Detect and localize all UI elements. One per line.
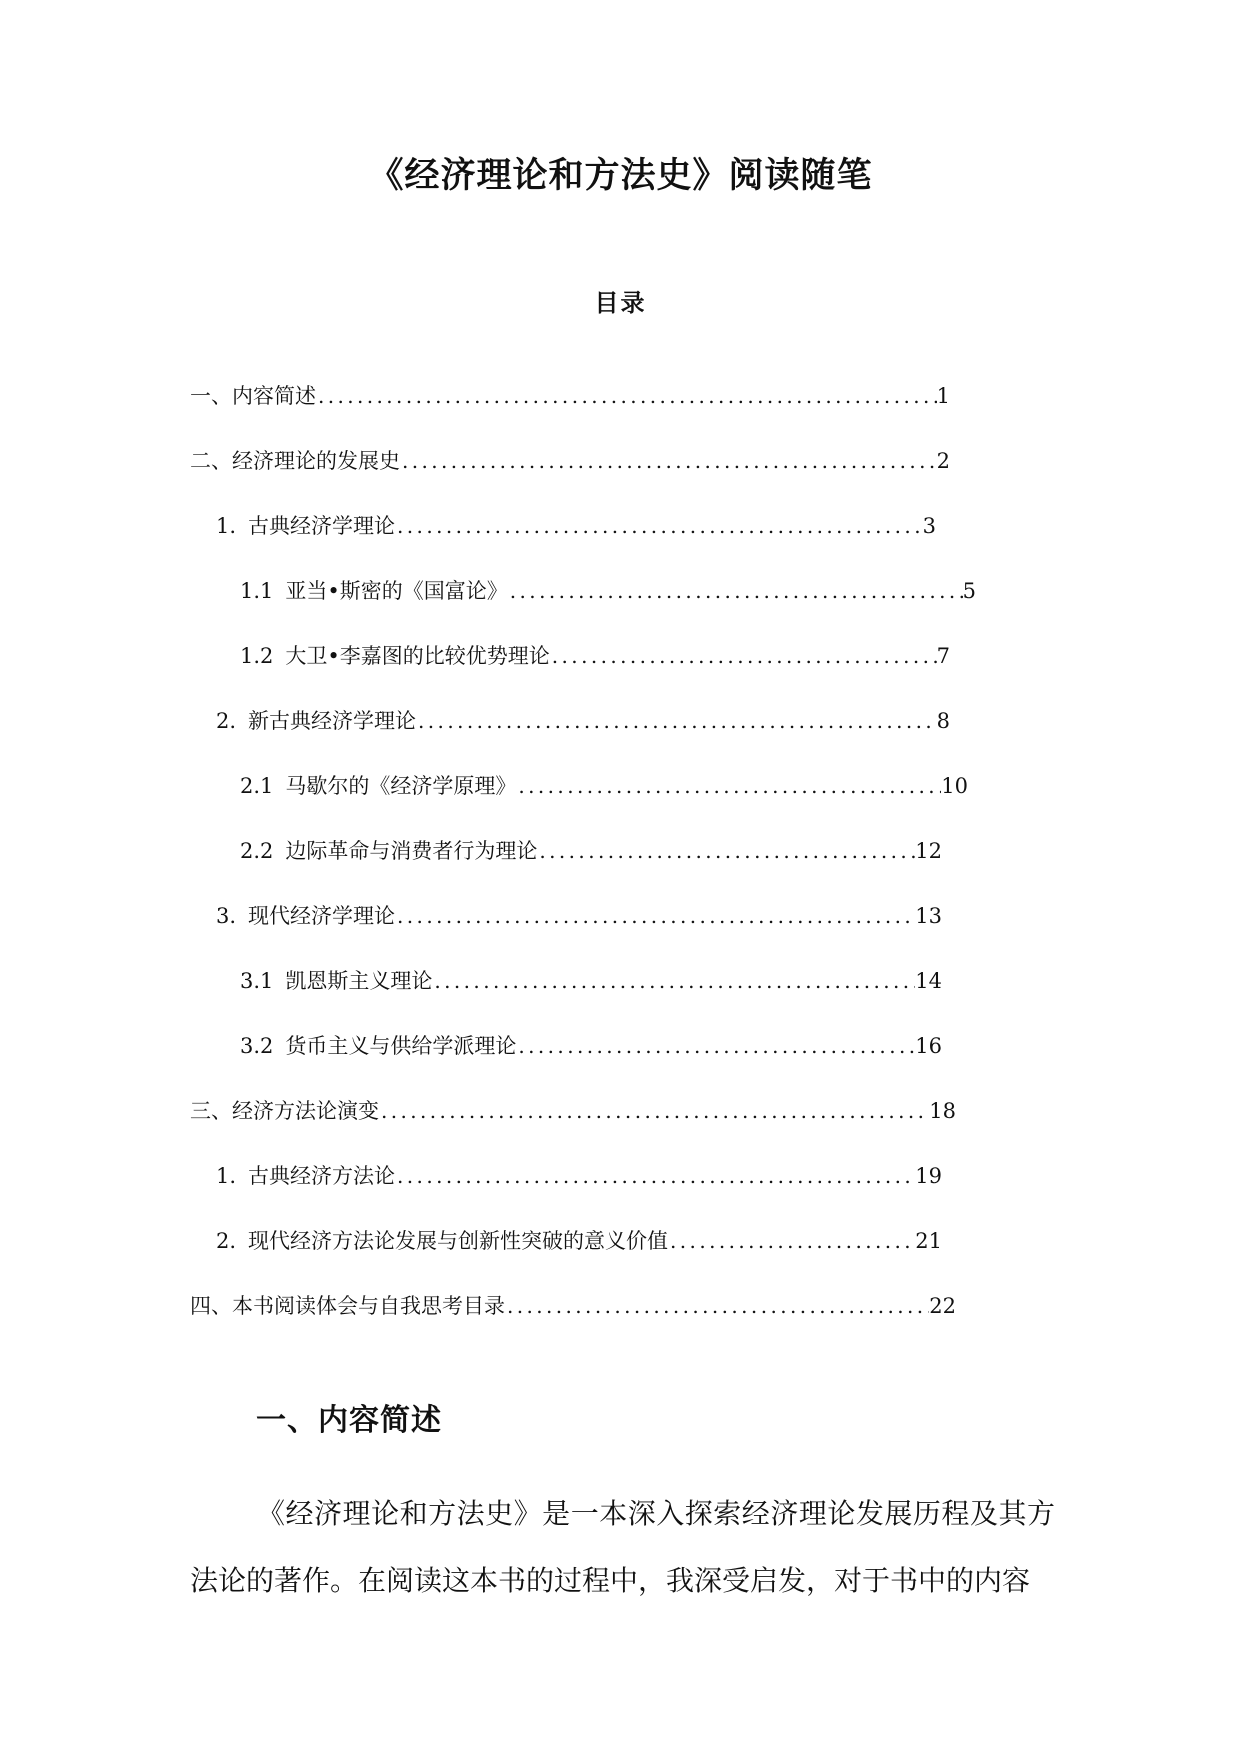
toc-leader xyxy=(395,514,923,538)
toc-leader xyxy=(516,1034,915,1058)
toc-heading: 目录 xyxy=(594,289,647,317)
toc-entry[interactable] xyxy=(240,640,950,670)
toc-entry-label: 亚当•斯密的《国富论》 xyxy=(285,579,508,603)
toc-entry-number: 3. xyxy=(216,904,237,928)
toc-entry-number: 1.1 xyxy=(240,579,274,603)
toc-entry[interactable] xyxy=(216,900,942,930)
toc-page-number: 22 xyxy=(929,1294,956,1318)
toc-entry[interactable] xyxy=(240,575,976,605)
toc-page-number: 21 xyxy=(915,1229,942,1253)
toc-entry-label: 三、经济方法论演变 xyxy=(190,1099,379,1123)
toc-entry-number: 2. xyxy=(216,1229,237,1253)
toc-entry-label: 边际革命与消费者行为理论 xyxy=(285,839,538,863)
toc-page-number: 7 xyxy=(936,644,950,668)
toc-entry[interactable] xyxy=(216,1225,942,1255)
toc-entry[interactable] xyxy=(216,705,950,735)
toc-entry-number: 2.2 xyxy=(240,839,274,863)
toc-leader xyxy=(416,709,937,733)
toc-entry[interactable] xyxy=(216,1160,942,1190)
toc-entry-label: 四、本书阅读体会与自我思考目录 xyxy=(190,1294,505,1318)
toc-leader xyxy=(508,579,963,603)
toc-entry[interactable] xyxy=(240,835,942,865)
toc-entry-label: 马歇尔的《经济学原理》 xyxy=(285,774,517,798)
toc-page-number: 19 xyxy=(915,1164,942,1188)
body-paragraph: 《经济理论和方法史》是一本深入探索经济理论发展历程及其方法论的著作。在阅读这本书的过程中，我深受启发，对于书中的内容 xyxy=(190,1497,1055,1597)
toc-leader xyxy=(395,1164,915,1188)
toc-entry-label: 现代经济方法论发展与创新性突破的意义价值 xyxy=(248,1229,669,1253)
toc-leader xyxy=(432,969,915,993)
toc-page-number: 3 xyxy=(922,514,936,538)
toc-page-number: 16 xyxy=(915,1034,942,1058)
toc-page-number: 14 xyxy=(915,969,942,993)
toc-entry-number: 2.1 xyxy=(240,774,274,798)
toc-page-number: 1 xyxy=(936,384,950,408)
toc-entry[interactable] xyxy=(240,1030,942,1060)
toc-page-number: 13 xyxy=(915,904,942,928)
toc-entry[interactable] xyxy=(190,1290,956,1320)
toc-entry-label: 现代经济学理论 xyxy=(248,904,396,928)
toc-leader xyxy=(537,839,915,863)
toc-page-number: 10 xyxy=(941,774,968,798)
toc-leader xyxy=(550,644,937,668)
toc-leader xyxy=(400,449,937,473)
section-heading: 一、内容简述 xyxy=(256,1403,442,1438)
toc-entry-label: 凯恩斯主义理论 xyxy=(285,969,433,993)
toc-page-number: 2 xyxy=(936,449,950,473)
toc-entry-label: 古典经济学理论 xyxy=(248,514,396,538)
toc-leader xyxy=(505,1294,929,1318)
toc-entry-label: 大卫•李嘉图的比较优势理论 xyxy=(285,644,550,668)
toc-entry-label: 一、内容简述 xyxy=(190,384,316,408)
toc-entry-label: 货币主义与供给学派理论 xyxy=(285,1034,517,1058)
toc-entry-label: 二、经济理论的发展史 xyxy=(190,449,400,473)
toc-entry[interactable] xyxy=(240,770,968,800)
toc-entry-number: 1. xyxy=(216,514,237,538)
toc-entry[interactable] xyxy=(240,965,942,995)
document-title: 《经济理论和方法史》阅读随笔 xyxy=(368,156,873,196)
toc-leader xyxy=(395,904,915,928)
toc-entry[interactable] xyxy=(216,510,936,540)
toc-entry-label: 古典经济方法论 xyxy=(248,1164,396,1188)
toc-page-number: 5 xyxy=(962,579,976,603)
toc-entry[interactable] xyxy=(190,380,950,410)
toc-page-number: 12 xyxy=(915,839,942,863)
toc-leader xyxy=(668,1229,915,1253)
toc-entry[interactable] xyxy=(190,445,950,475)
toc-leader xyxy=(316,384,937,408)
toc-entry[interactable] xyxy=(190,1095,956,1125)
toc-leader xyxy=(516,774,941,798)
toc-page-number: 8 xyxy=(936,709,950,733)
toc-entry-number: 1.2 xyxy=(240,644,274,668)
toc-leader xyxy=(379,1099,929,1123)
toc-entry-number: 1. xyxy=(216,1164,237,1188)
toc-page-number: 18 xyxy=(929,1099,956,1123)
toc-entry-number: 3.1 xyxy=(240,969,274,993)
toc-entry-number: 3.2 xyxy=(240,1034,274,1058)
toc-entry-label: 新古典经济学理论 xyxy=(248,709,417,733)
toc-entry-number: 2. xyxy=(216,709,237,733)
